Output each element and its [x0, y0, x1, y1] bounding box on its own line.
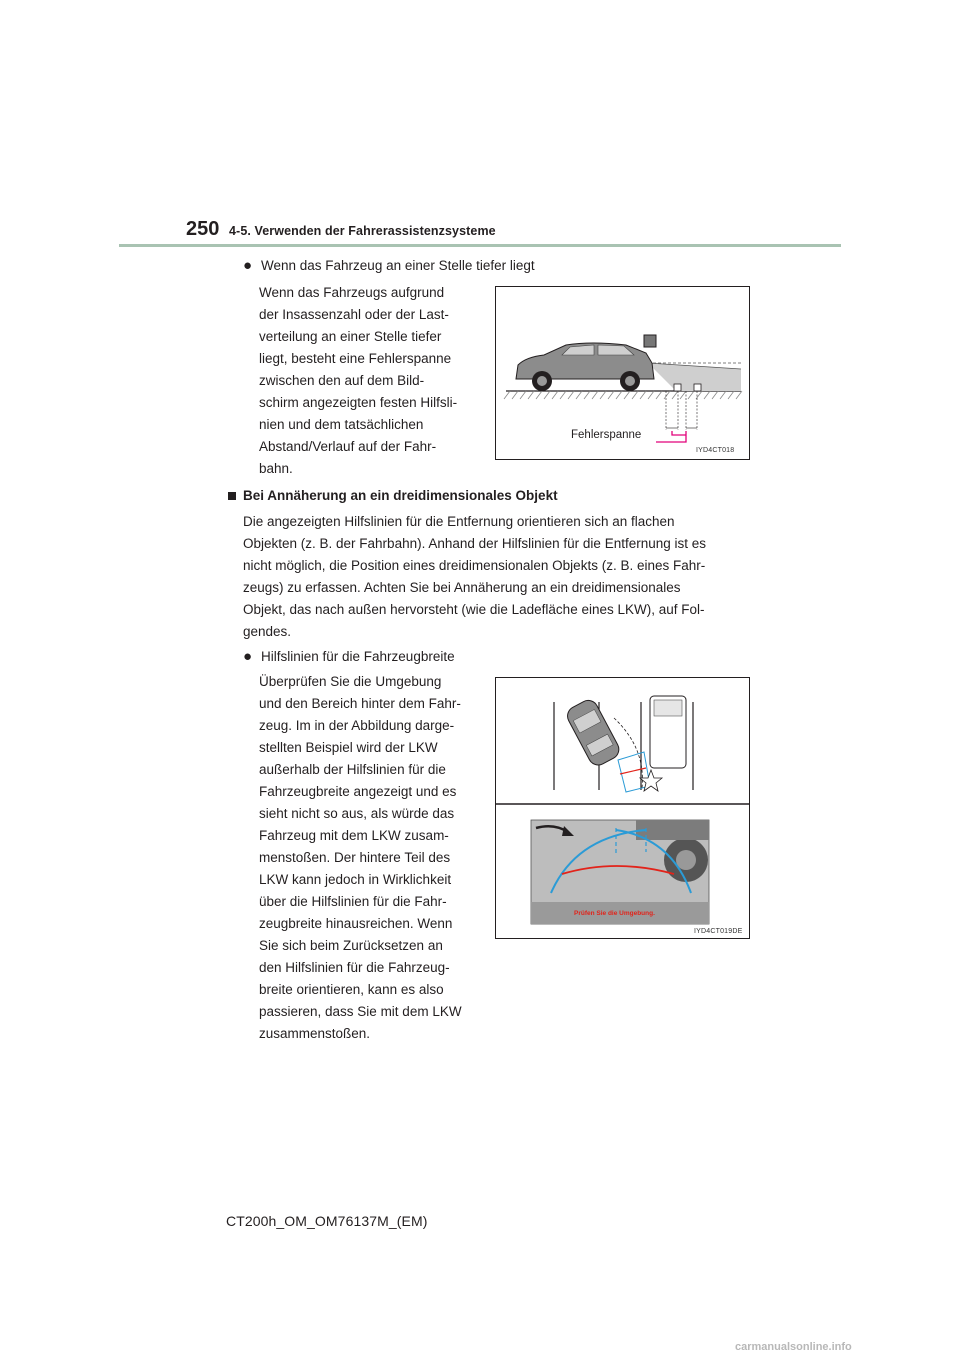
figure-error-margin: [495, 286, 750, 460]
header-divider: [119, 244, 841, 247]
parking-top-and-camera-illustration: [496, 678, 749, 938]
paragraph-line: über die Hilfslinien für die Fahr-: [259, 894, 447, 909]
paragraph-line: menstoßen. Der hintere Teil des: [259, 850, 451, 865]
paragraph-line: Sie sich beim Zurücksetzen an: [259, 938, 443, 953]
paragraph-line: stellten Beispiel wird der LKW: [259, 740, 438, 755]
paragraph-line: Fahrzeug mit dem LKW zusam-: [259, 828, 449, 843]
square-bullet-icon: [228, 492, 236, 500]
paragraph-line: zeugbreite hinausreichen. Wenn: [259, 916, 453, 931]
bullet-dot-icon: ●: [243, 257, 253, 274]
paragraph-line: LKW kann jedoch in Wirklichkeit: [259, 872, 452, 887]
paragraph-line: zwischen den auf dem Bild-: [259, 373, 425, 388]
paragraph-low-vehicle: [259, 282, 479, 480]
paragraph-line: schirm angezeigten festen Hilfsli-: [259, 395, 458, 410]
watermark-text: carmanualsonline.info: [735, 1341, 852, 1353]
paragraph-line: breite orientieren, kann es also: [259, 982, 444, 997]
figure-code: IYD4CT019DE: [694, 928, 743, 935]
paragraph-line: Objekt, das nach außen hervorsteht (wie die Ladefläche eines LKW), auf Fol-: [243, 602, 705, 617]
paragraph-line: den Hilfslinien für die Fahrzeug-: [259, 960, 450, 975]
paragraph-line: außerhalb der Hilfslinien für die: [259, 762, 446, 777]
figure-width-lines: [495, 677, 750, 939]
paragraph-line: gendes.: [243, 624, 292, 639]
bullet-title-width-lines: Hilfslinien für die Fahrzeugbreite: [261, 649, 455, 664]
figure-code: IYD4CT018: [696, 447, 735, 454]
paragraph-line: Wenn das Fahrzeugs aufgrund: [259, 285, 445, 300]
figure-label-error-margin: Fehlerspanne: [571, 429, 642, 441]
paragraph-line: passieren, dass Sie mit dem LKW: [259, 1004, 462, 1019]
section-title: 4-5. Verwenden der Fahrerassistenzsysteme: [229, 224, 496, 238]
paragraph-line: sieht nicht so aus, als würde das: [259, 806, 455, 821]
paragraph-line: zeug. Im in der Abbildung darge-: [259, 718, 455, 733]
paragraph-line: nien und dem tatsächlichen: [259, 417, 424, 432]
paragraph-line: und den Bereich hinter dem Fahr-: [259, 696, 461, 711]
paragraph-line: Überprüfen Sie die Umgebung: [259, 674, 442, 689]
heading-3d-object: Bei Annäherung an ein dreidimensionales Objekt: [243, 488, 558, 503]
camera-screen-message: Prüfen Sie die Umgebung.: [574, 910, 655, 917]
paragraph-line: verteilung an einer Stelle tiefer: [259, 329, 442, 344]
paragraph-line: Objekten (z. B. der Fahrbahn). Anhand der Hilfslinien für die Entfernung ist es: [243, 536, 707, 551]
paragraph-line: Fahrzeugbreite angezeigt und es: [259, 784, 457, 799]
paragraph-line: der Insassenzahl oder der Last-: [259, 307, 449, 322]
paragraph-3d-object: [243, 511, 749, 643]
manual-code: CT200h_OM_OM76137M_(EM): [226, 1213, 428, 1229]
paragraph-line: zusammenstoßen.: [259, 1026, 371, 1041]
bullet-title-low-vehicle: Wenn das Fahrzeug an einer Stelle tiefer liegt: [261, 258, 535, 273]
bullet-dot-icon: ●: [243, 648, 253, 665]
page-number: 250: [186, 218, 220, 240]
paragraph-line: Abstand/Verlauf auf der Fahr-: [259, 439, 437, 454]
paragraph-line: liegt, besteht eine Fehlerspanne: [259, 351, 452, 366]
paragraph-line: Die angezeigten Hilfslinien für die Entfernung orientieren sich an flachen: [243, 514, 675, 529]
paragraph-line: nicht möglich, die Position eines dreidimensionalen Objekts (z. B. eines Fahr-: [243, 558, 706, 573]
paragraph-line: zeugs) zu erfassen. Achten Sie bei Annäherung an ein dreidimensionales: [243, 580, 681, 595]
paragraph-width-lines: [259, 671, 479, 1045]
paragraph-line: bahn.: [259, 461, 293, 476]
